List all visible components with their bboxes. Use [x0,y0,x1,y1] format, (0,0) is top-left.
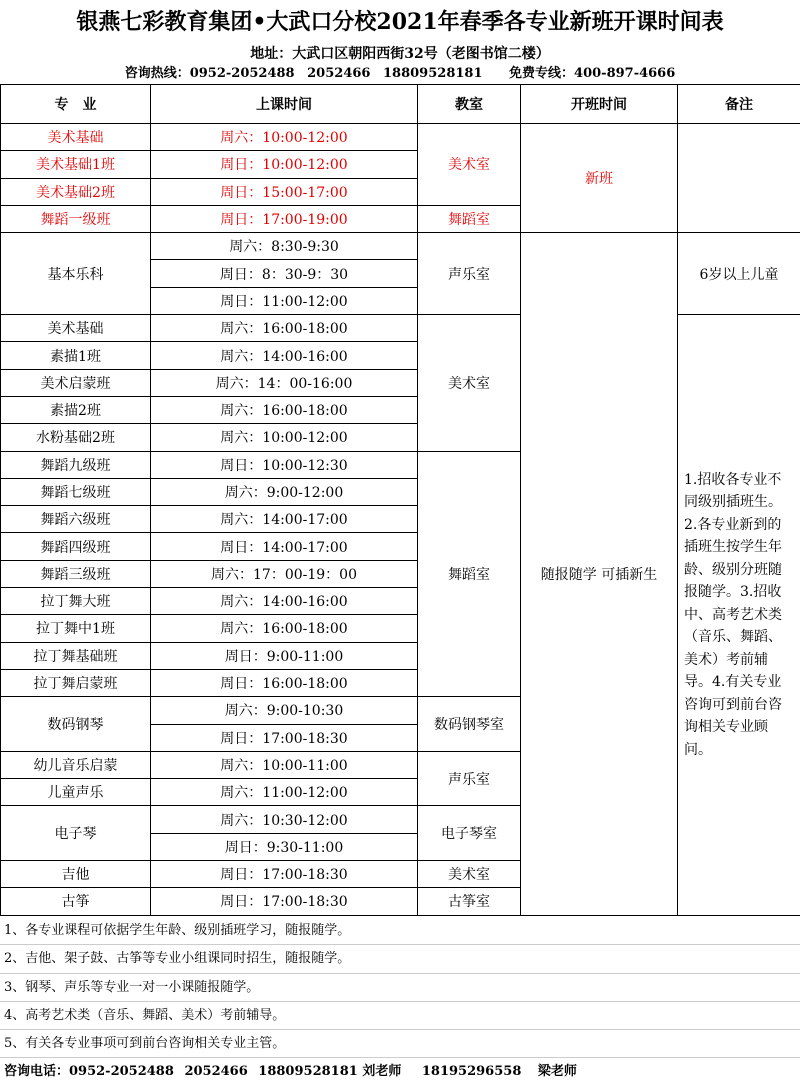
subject-cell: 吉他 [1,861,151,888]
subject-cell: 美术基础1班 [1,151,151,178]
time-cell: 周日：9:00-11:00 [151,642,418,669]
hotline-label: 咨询热线：0952-2052488 [124,66,295,81]
footer-contact [0,1058,800,1086]
time-cell: 周六：16:00-18:00 [151,315,418,342]
time-cell: 周六：14：00-16:00 [151,369,418,396]
start-cell-new: 新班 [521,124,678,233]
subject-cell: 美术启蒙班 [1,369,151,396]
room-cell: 数码钢琴室 [418,697,521,752]
time-cell: 周日：17:00-19:00 [151,205,418,232]
time-cell: 周六：10:00-12:00 [151,124,418,151]
time-cell: 周日：16:00-18:00 [151,669,418,696]
time-cell: 周日：17:00-18:30 [151,724,418,751]
subject-cell: 幼儿音乐启蒙 [1,751,151,778]
room-cell: 舞蹈室 [418,205,521,232]
footer-number-2: 2052466 [184,1064,248,1080]
time-cell: 周六：9:00-12:00 [151,478,418,505]
time-cell: 周六：16:00-18:00 [151,396,418,423]
notes-section [0,917,800,1086]
subject-cell: 素描2班 [1,396,151,423]
footer-teacher: 梁老师 [537,1064,577,1080]
time-cell: 周六：14:00-16:00 [151,342,418,369]
schedule-table [0,84,800,916]
time-cell: 周日：9:30-11:00 [151,833,418,860]
subject-cell: 数码钢琴 [1,697,151,752]
time-cell: 周六：10:30-12:00 [151,806,418,833]
table-row [1,315,800,342]
address: 地址：大武口区朝阳西街32号（老图书馆二楼） [250,46,550,62]
hotline-number-2: 2052466 [307,66,371,81]
time-cell: 周日：17:00-18:30 [151,861,418,888]
note-item: 1、各专业课程可依据学生年龄、级别插班学习，随报随学。 [0,917,800,945]
subject-cell: 拉丁舞启蒙班 [1,669,151,696]
room-cell: 美术室 [418,861,521,888]
subject-cell: 基本乐科 [1,233,151,315]
hotline-number-3: 18809528181 [383,66,483,81]
remark-cell [678,124,800,233]
room-cell: 美术室 [418,124,521,206]
subject-cell: 拉丁舞基础班 [1,642,151,669]
time-cell: 周六：14:00-16:00 [151,588,418,615]
free-hotline: 免费专线：400-897-4666 [509,66,676,81]
time-cell: 周日：15:00-17:00 [151,178,418,205]
room-cell: 电子琴室 [418,806,521,861]
room-cell: 声乐室 [418,751,521,806]
subject-cell: 美术基础 [1,124,151,151]
subject-cell: 舞蹈一级班 [1,205,151,232]
time-cell: 周六：17：00-19：00 [151,560,418,587]
time-cell: 周日：8：30-9：30 [151,260,418,287]
room-cell: 美术室 [418,315,521,451]
footer-label: 咨询电话：0952-2052488 [4,1064,174,1080]
room-cell: 舞蹈室 [418,451,521,697]
time-cell: 周六：8:30-9:30 [151,233,418,260]
subject-cell: 古筝 [1,888,151,915]
subject-cell: 拉丁舞大班 [1,588,151,615]
subject-cell: 儿童声乐 [1,779,151,806]
header-remark: 备注 [678,85,800,124]
table-header [1,85,800,124]
time-cell: 周六：10:00-11:00 [151,751,418,778]
table-row [1,124,800,151]
subject-cell: 水粉基础2班 [1,424,151,451]
subject-cell: 素描1班 [1,342,151,369]
time-cell: 周六：10:00-12:00 [151,424,418,451]
header-room: 教室 [418,85,521,124]
time-cell: 周六：14:00-17:00 [151,506,418,533]
note-item: 3、钢琴、声乐等专业一对一小课随报随学。 [0,974,800,1002]
remark-cell-long: 1.招收各专业不同级别插班生。2.各专业新到的插班生按学生年龄、级别分班随报随学。3.招收中、高考艺术类（音乐、舞蹈、美术）考前辅导。4.有关专业咨询可到前台咨询相关专业顾问。 [678,315,800,916]
note-item: 2、吉他、架子鼓、古筝等专业小组课同时招生，随报随学。 [0,945,800,973]
time-cell: 周日：10:00-12:30 [151,451,418,478]
time-cell: 周日：11:00-12:00 [151,287,418,314]
subject-cell: 电子琴 [1,806,151,861]
header-time: 上课时间 [151,85,418,124]
subject-cell: 美术基础2班 [1,178,151,205]
remark-cell-age: 6岁以上儿童 [678,233,800,315]
subject-cell: 美术基础 [1,315,151,342]
time-cell: 周日：14:00-17:00 [151,533,418,560]
subject-cell: 舞蹈七级班 [1,478,151,505]
page-title: 银燕七彩教育集团•大武口分校2021年春季各专业新班开课时间表 [76,9,724,35]
time-cell: 周六：9:00-10:30 [151,697,418,724]
time-cell: 周六：11:00-12:00 [151,779,418,806]
footer-number-3: 18809528181 刘老师 [258,1064,402,1080]
time-cell: 周日：10:00-12:00 [151,151,418,178]
room-cell: 声乐室 [418,233,521,315]
subject-cell: 拉丁舞中1班 [1,615,151,642]
hotline [0,64,800,84]
subject-cell: 舞蹈六级班 [1,506,151,533]
time-cell: 周日：17:00-18:30 [151,888,418,915]
start-cell-rolling: 随报随学 可插新生 [521,233,678,915]
header-subject: 专 业 [1,85,151,124]
note-item: 4、高考艺术类（音乐、舞蹈、美术）考前辅导。 [0,1002,800,1030]
time-cell: 周六：16:00-18:00 [151,615,418,642]
subject-cell: 舞蹈九级班 [1,451,151,478]
subject-cell: 舞蹈三级班 [1,560,151,587]
header-start: 开班时间 [521,85,678,124]
note-item: 5、有关各专业事项可到前台咨询相关专业主管。 [0,1030,800,1058]
room-cell: 古筝室 [418,888,521,915]
subject-cell: 舞蹈四级班 [1,533,151,560]
table-row [1,233,800,260]
footer-number-4: 18195296558 [421,1064,522,1080]
